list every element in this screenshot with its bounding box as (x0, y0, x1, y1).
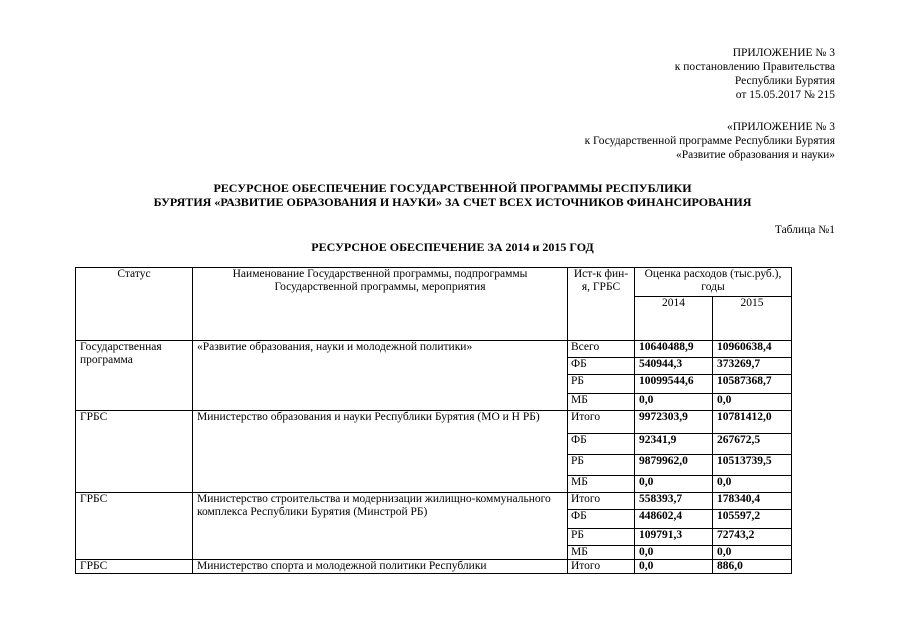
table-title: РЕСУРСНОЕ ОБЕСПЕЧЕНИЕ ЗА 2014 и 2015 ГОД (311, 240, 594, 254)
appendix-line: «Развитие образования и науки» (675, 149, 835, 161)
row-status: ГРБС (76, 411, 193, 493)
row-source: ФБ (568, 510, 635, 529)
title-line: РЕСУРСНОЕ ОБЕСПЕЧЕНИЕ ГОСУДАРСТВЕННОЙ ПРОГРАММЫ РЕСПУБЛИКИ (213, 181, 692, 195)
row-name: Министерство строительства и модернизации жилищно-коммунального комплекса Республики Бурятия (Минстрой РБ) (193, 493, 568, 560)
row-value-2015: 267672,5 (713, 434, 792, 455)
header-source: Ист-к фин-я, ГРБС (568, 268, 635, 341)
appendix-line: к Государственной программе Республики Бурятия (584, 135, 835, 147)
header-year-2015: 2015 (713, 297, 792, 341)
header-status: Статус (76, 268, 193, 341)
row-value-2015: 10513739,5 (713, 455, 792, 476)
row-value-2014: 0,0 (635, 560, 713, 574)
row-status: ГРБС (76, 560, 193, 574)
appendix-program-header (585, 120, 835, 162)
resource-table (75, 267, 792, 574)
row-source: РБ (568, 529, 635, 546)
row-value-2015: 0,0 (713, 476, 792, 493)
table-label: Таблица №1 (774, 224, 835, 236)
appendix-line: Республики Бурятия (734, 75, 835, 87)
table-row (76, 493, 792, 510)
appendix-line: от 15.05.2017 № 215 (735, 89, 835, 101)
row-value-2014: 9972303,9 (635, 411, 713, 434)
row-value-2014: 0,0 (635, 546, 713, 560)
header-name: Наименование Государственной программы, подпрограммы Государственной программы, мероприятия (193, 268, 568, 341)
row-value-2015: 10960638,4 (713, 341, 792, 358)
row-status: Государственная программа (76, 341, 193, 411)
row-value-2015: 0,0 (713, 394, 792, 411)
row-value-2014: 10099544,6 (635, 375, 713, 394)
row-value-2014: 0,0 (635, 476, 713, 493)
row-name: Министерство спорта и молодежной политики Республики (193, 560, 568, 574)
row-status: ГРБС (76, 493, 193, 560)
row-source: МБ (568, 476, 635, 493)
appendix-header (675, 46, 835, 102)
appendix-line: ПРИЛОЖЕНИЕ № 3 (732, 47, 835, 59)
appendix-line: «ПРИЛОЖЕНИЕ № 3 (726, 121, 835, 133)
row-source: Итого (568, 560, 635, 574)
row-value-2015: 72743,2 (713, 529, 792, 546)
table-row (76, 560, 792, 574)
row-value-2014: 109791,3 (635, 529, 713, 546)
row-value-2014: 448602,4 (635, 510, 713, 529)
row-source: РБ (568, 375, 635, 394)
title-line: БУРЯТИЯ «РАЗВИТИЕ ОБРАЗОВАНИЯ И НАУКИ» ЗА СЧЕТ ВСЕХ ИСТОЧНИКОВ ФИНАНСИРОВАНИЯ (153, 195, 752, 209)
row-source: ФБ (568, 358, 635, 375)
row-value-2015: 0,0 (713, 546, 792, 560)
appendix-line: к постановлению Правительства (674, 61, 835, 73)
row-value-2015: 10781412,0 (713, 411, 792, 434)
row-name: Министерство образования и науки Республики Бурятия (МО и Н РБ) (193, 411, 568, 493)
row-value-2015: 178340,4 (713, 493, 792, 510)
row-source: Итого (568, 493, 635, 510)
header-estimate: Оценка расходов (тыс.руб.), годы (635, 268, 792, 297)
row-value-2014: 10640488,9 (635, 341, 713, 358)
header-year-2014: 2014 (635, 297, 713, 341)
row-value-2015: 373269,7 (713, 358, 792, 375)
row-source: ФБ (568, 434, 635, 455)
row-value-2014: 0,0 (635, 394, 713, 411)
row-value-2014: 9879962,0 (635, 455, 713, 476)
row-source: Всего (568, 341, 635, 358)
row-source: Итого (568, 411, 635, 434)
table-row (76, 411, 792, 434)
table-row (76, 341, 792, 358)
row-source: МБ (568, 394, 635, 411)
row-value-2014: 540944,3 (635, 358, 713, 375)
row-value-2015: 105597,2 (713, 510, 792, 529)
row-name: «Развитие образования, науки и молодежной политики» (193, 341, 568, 411)
row-value-2014: 558393,7 (635, 493, 713, 510)
row-source: МБ (568, 546, 635, 560)
row-value-2015: 10587368,7 (713, 375, 792, 394)
document-title (0, 181, 905, 209)
row-value-2015: 886,0 (713, 560, 792, 574)
row-value-2014: 92341,9 (635, 434, 713, 455)
row-source: РБ (568, 455, 635, 476)
